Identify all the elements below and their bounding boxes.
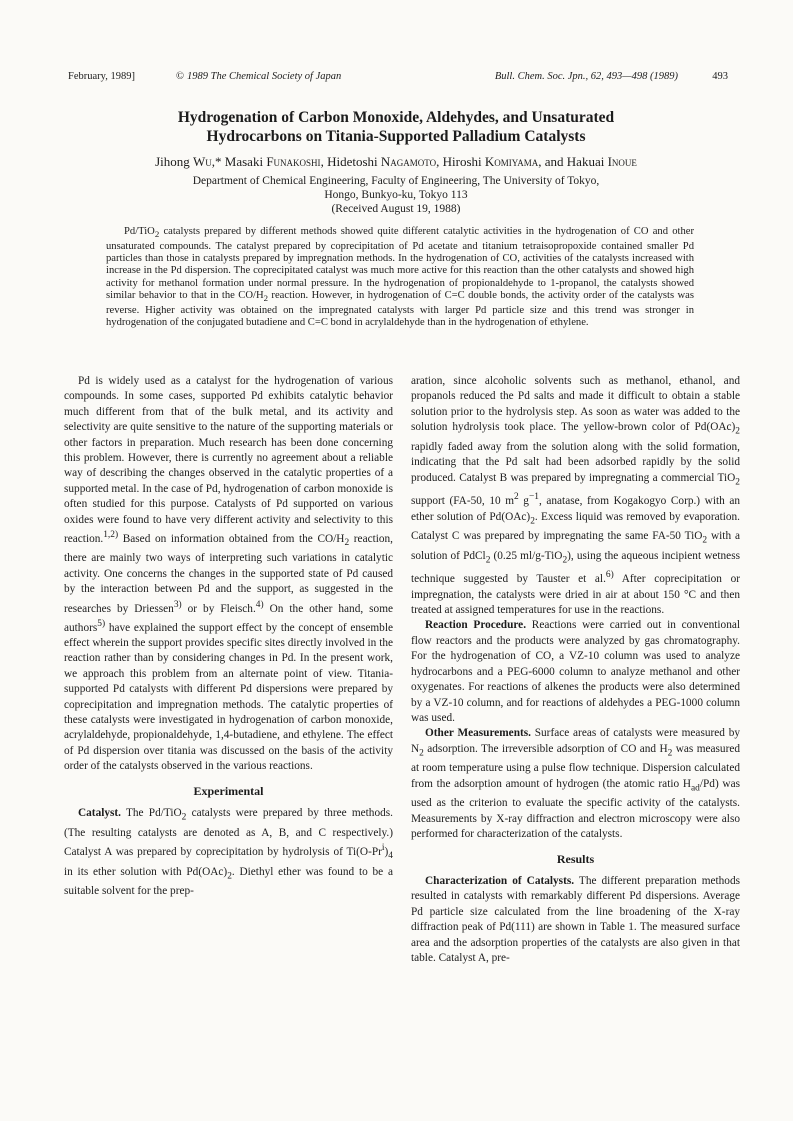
copyright-symbol-icon: © (176, 71, 184, 82)
body-text: Pd is widely used as a catalyst for the hydrogenation of various compounds. In some cases, supported Pd exhibits catalytic behavior much different from that of the bulk metal, and its activity and selectivity are quite sensitive to the nature of the supporting materials or other factors in preparation. Much research has been done concerning this problem. However, there is currently no agreement about a reliable way of describing the changes observed in the catalytic properties of a supported metal. In the case of Pd, hydrogenation of carbon monoxide is often studied for this purpose. Catalysts of Pd supported on various oxides were found to have very different activity and selectivity to this reaction. (64, 375, 393, 545)
runin-heading-characterization: Characterization of Catalysts. (425, 875, 575, 888)
title-line-2: Hydrocarbons on Titania-Supported Palladium Catalysts (206, 128, 586, 145)
body-text: was measured at room temperature using a pulse flow technique. Dispersion calculated from the adsorption amount of hydrogen (the atomic ratio H (411, 742, 740, 790)
body-text: with a solution of PdCl (411, 530, 740, 562)
body-text: aration, since alcoholic solvents such as methanol, ethanol, and propanols reduced the Pd salts and made it difficult to obtain a stable solution prior to the hydrolysis step. As soon as water was added to the solution hydrolysis took place. The yellow-brown color of Pd(OAc) (411, 375, 740, 434)
subscript: 2 (530, 515, 535, 526)
subscript: 2 (735, 426, 740, 437)
runin-heading-catalyst: Catalyst. (78, 807, 121, 820)
body-text: The Pd/TiO (121, 807, 182, 820)
body-text: . Diethyl ether was found to be a suitable solvent for the prep- (64, 865, 393, 898)
header-journal-citation: Bull. Chem. Soc. Jpn., 62, 493—498 (1989) (494, 71, 678, 82)
author-list: Jihong Wu,* Masaki Funakoshi, Hidetoshi Nagamoto, Hiroshi Komiyama, and Hakuai Inoue (155, 154, 637, 169)
subscript: 2 (227, 870, 232, 881)
left-column (64, 374, 393, 900)
citation-ref: 4) (255, 599, 264, 610)
subscript: 2 (181, 812, 187, 823)
header-date: February, 1989] (68, 71, 135, 82)
subscript: 2 (562, 555, 568, 566)
right-column (411, 374, 740, 967)
subscript: 2 (702, 535, 708, 546)
body-text: catalysts were prepared by three methods. (The resulting catalysts are denoted as A, B, and C respectively.) Catalyst A was prepared by coprecipitation by hydrolysis of Ti(O-Pr (64, 807, 393, 858)
author-surname: Inoue (607, 154, 637, 169)
body-text: On the other hand, some authors (64, 602, 393, 634)
citation-ref: 1,2) (103, 530, 119, 541)
received-date: (Received August 19, 1988) (331, 203, 461, 215)
body-text: have explained the support effect by the concept of ensemble effect wherein the support provides specific sites directly involved in the reaction rather than by considering changes in Pd. In the present work, we approach this problem from an alternate point of view. Titania-supported Pd catalysts with different Pd dispersions were prepared by coprecipitation and impregnation methods. The catalytic properties of these catalysts were investigated in hydrogenation of carbon monoxide, acrylaldehyde, propionaldehyde, 1,4-butadiene, and ethylene. The effect of Pd dispersion over titania was discussed on the basis of the activity order of the catalysts observed in the various reactions. (64, 621, 393, 773)
catalyst-paragraph (64, 806, 393, 900)
body-text: g (518, 495, 529, 508)
citation-ref: 6) (605, 570, 614, 581)
body-text: Reactions were carried out in conventional flow reactors and the products were analyzed by gas chromatography. For the hydrogenation of CO, a VZ-10 column was used to analyze hydrocarbons and a PEG-6000 column to analyze methanol and other oxygenates. For reactions of alkenes the products were also determined by a VZ-10 column, and for reactions of aldehydes a PEG-1000 column was used. (411, 619, 740, 724)
citation-ref: 3) (173, 599, 182, 610)
body-text: Based on information obtained from the CO/H (118, 532, 345, 545)
superscript: 2 (514, 492, 519, 503)
abstract-text: Pd/TiO (124, 226, 155, 237)
header-copyright-text: 1989 The Chemical Society of Japan (186, 71, 342, 82)
citation-ref: 5) (97, 618, 106, 629)
header-page-number: 493 (712, 71, 728, 82)
affiliation (60, 174, 732, 216)
body-text: ) (384, 845, 389, 858)
subscript: 2 (344, 538, 350, 549)
subscript: 2 (667, 747, 673, 758)
subscript: ad (690, 783, 700, 794)
body-text: rapidly faded away from the solution along with the solid formation, indicating that the Pd salt had been adsorbed rapidly by the solid produced. Catalyst B was prepared by impregnating a commercial TiO (411, 440, 740, 484)
reaction-procedure-paragraph (411, 618, 740, 726)
subscript: 2 (263, 293, 269, 304)
body-text: . Excess liquid was removed by evaporation. Catalyst C was prepared by impregnating the same FA-50 TiO (411, 510, 740, 543)
author-surname: Nagamoto (380, 154, 437, 169)
body-text: ), using the aqueous incipient wetness technique suggested by Tauster et al. (411, 549, 740, 586)
subscript: 4 (388, 851, 393, 862)
subscript: 2 (485, 555, 491, 566)
author-surname: Komiyama (484, 154, 539, 169)
title-line-1: Hydrogenation of Carbon Monoxide, Aldehydes, and Unsaturated (177, 109, 615, 126)
superscript: i (381, 843, 385, 854)
abstract (106, 226, 694, 329)
author-given: Masaki (224, 154, 264, 169)
abstract-text: reaction. However, in hydrogenation of C=C double bonds, the activity order of the catalysts was reverse. Higher activity was obtained on the impregnated catalysts with larger Pd particle size and this trend was stronger in hydrogenation of the conjugated butadiene and C=C bond in acrylaldehyde than in the hydrogenation of ethylene. (106, 290, 694, 329)
body-text: in its ether solution with Pd(OAc) (64, 865, 228, 878)
affiliation-line-2: Hongo, Bunkyo-ku, Tokyo 113 (324, 189, 468, 201)
subscript: 2 (735, 476, 740, 487)
runin-heading-other-measurements: Other Measurements. (425, 727, 531, 740)
author-surname: Funakoshi (266, 154, 321, 169)
body-text: or by Fleisch. (181, 602, 256, 615)
author-surname: Wu (193, 154, 212, 169)
body-text: adsorption. The irreversible adsorption of CO and H (423, 742, 668, 755)
header-copyright (176, 70, 341, 84)
runin-heading-reaction-procedure: Reaction Procedure. (425, 619, 527, 632)
section-heading-results: Results (556, 851, 595, 866)
body-text: The different preparation methods resulted in catalysts with remarkably different Pd dispersions. Average Pd particle size calculated from the line broadening of the X-ray diffraction peak of Pd(111) are shown in Table 1. The measured surface area and the adsorption properties of the catalysts are also given in that table. Catalyst A, pre- (411, 875, 741, 965)
characterization-paragraph (411, 874, 740, 966)
introduction-paragraph (64, 374, 393, 775)
subscript: 2 (419, 747, 424, 758)
subscript: 2 (154, 229, 160, 240)
affiliation-line-1: Department of Chemical Engineering, Faculty of Engineering, The University of Tokyo, (192, 175, 600, 187)
body-text: After coprecipitation or impregnation, the catalysts were dried in air at about 150 °C and then treated at assigned temperatures for use in the reactions. (411, 573, 740, 617)
section-heading-experimental: Experimental (193, 783, 264, 798)
superscript: −1 (528, 492, 539, 503)
author-given: Hidetoshi (327, 154, 378, 169)
body-text: support (FA-50, 10 m (411, 495, 514, 508)
catalyst-paragraph-continued (411, 374, 740, 618)
body-text: , anatase, from Kogakogyo Corp.) with an ether solution of Pd(OAc) (411, 495, 740, 523)
body-text: (0.25 ml/g-TiO (490, 549, 563, 562)
author-given: Hiroshi (442, 154, 482, 169)
article-title (60, 108, 732, 146)
body-text: Surface areas of catalysts were measured by N (411, 727, 741, 755)
body-text: /Pd) was used as the criterion to evaluate the specific activity of the catalysts. Measurements by X-ray diffraction and electron microscopy were also performed for characterization of the catalysts. (411, 777, 740, 841)
body-text: reaction, there are mainly two ways of interpreting such variations in catalytic activity. One concerns the changes in the supported state of Pd caused by the interaction between Pd and the support, as suggested in the researches by Driessen (64, 532, 393, 615)
author-given: Jihong (155, 154, 190, 169)
author-given: Hakuai (566, 154, 605, 169)
other-measurements-paragraph (411, 726, 740, 842)
abstract-text: catalysts prepared by different methods showed quite different catalytic activities in the hydrogenation of CO and other unsaturated compounds. The catalyst prepared by coprecipitation of Pd acetate and titanium tetraisopropoxide contained smaller Pd particles than those in catalysts prepared by impregnation methods. In the hydrogenation of CO, activities of the catalysts increased with increase in the Pd dispersion. The coprecipitated catalyst was much more active for this reaction than the other catalysts and showed high activity for methanol formation under normal pressure. In the hydrogenation of propionaldehyde to 1-propanol, the catalysts showed similar behavior to that in the CO/H (106, 226, 694, 302)
